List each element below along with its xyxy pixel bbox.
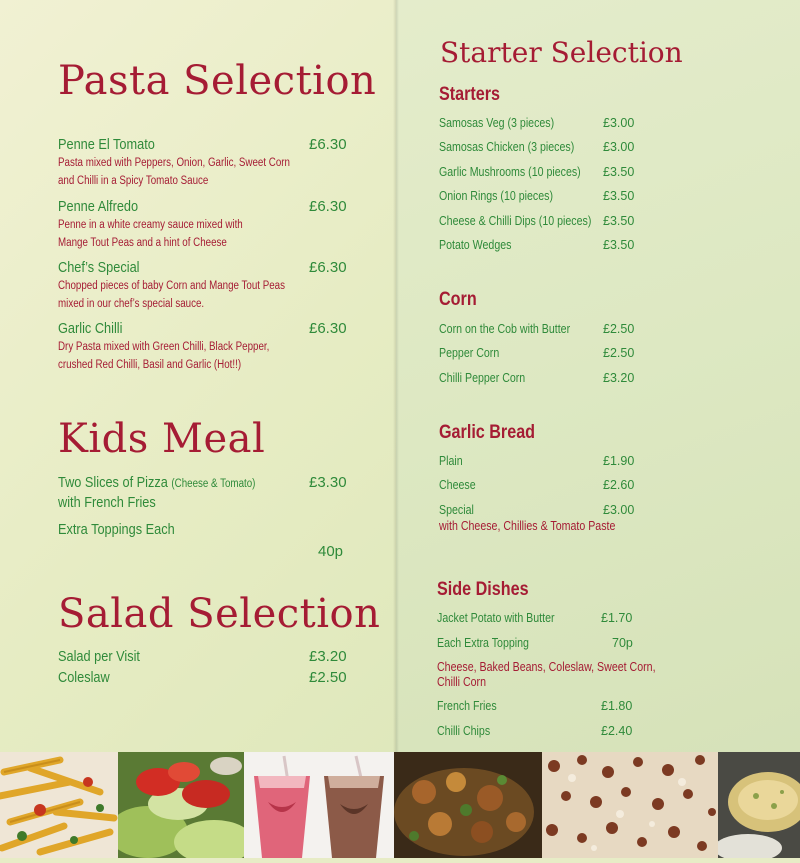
starter-item-name: Samosas Veg (3 pieces)	[439, 116, 555, 130]
starter-item-price: £3.50	[603, 189, 635, 203]
starter-item-name: Garlic Mushrooms (10 pieces)	[439, 165, 581, 179]
kids-item-name	[58, 474, 255, 491]
page-fold	[393, 0, 399, 752]
garlic-bread-item-price: £1.90	[603, 454, 635, 468]
starter-item-name: Cheese & Chilli Dips (10 pieces)	[439, 214, 592, 228]
toppings-list: Cheese, Baked Beans, Coleslaw, Sweet Corn,	[437, 660, 656, 674]
extra-toppings-price: 40p	[318, 543, 344, 560]
salad-photo	[118, 752, 244, 858]
starter-item-price: £3.00	[603, 140, 635, 154]
garlic-bread-item-name: Special	[439, 503, 474, 517]
garlic-bread-item-price: £2.60	[603, 478, 635, 492]
pizza-photo	[542, 752, 718, 858]
side-item-name: Chilli Chips	[437, 724, 491, 738]
corn-item-price: £3.20	[603, 371, 635, 385]
pasta-item-price: £6.30	[309, 198, 347, 215]
side-item-price: £2.40	[601, 724, 633, 738]
kids-meal-title: Kids Meal	[58, 416, 266, 462]
pasta-item-name: Penne Alfredo	[58, 198, 139, 215]
side-item-price: 70p	[612, 636, 633, 650]
extra-toppings-label: Extra Toppings Each	[58, 521, 175, 538]
starter-item-name: Potato Wedges	[439, 238, 512, 252]
garlic-bread-heading: Garlic Bread	[439, 422, 536, 443]
pasta-item-desc: crushed Red Chilli, Basil and Garlic (Hot!!)	[58, 359, 242, 371]
pasta-item-price: £6.30	[309, 136, 347, 153]
salad-item-price: £3.20	[309, 648, 347, 665]
garlic-bread-item-name: Plain	[439, 454, 463, 468]
salad-item-name: Coleslaw	[58, 669, 110, 686]
corn-item-price: £2.50	[603, 322, 635, 336]
pasta-item-desc: Chopped pieces of baby Corn and Mange Tout Peas	[58, 280, 285, 292]
garlic-bread-photo	[718, 752, 800, 858]
starter-item-price: £3.50	[603, 165, 635, 179]
corn-item-name: Pepper Corn	[439, 346, 500, 360]
corn-item-name: Chilli Pepper Corn	[439, 371, 526, 385]
starter-item-price: £3.50	[603, 214, 635, 228]
side-item-name: French Fries	[437, 699, 497, 713]
toppings-list: Chilli Corn	[437, 675, 487, 689]
side-item-price: £1.70	[601, 611, 633, 625]
pasta-item-desc: Penne in a white creamy sauce mixed with	[58, 219, 243, 231]
kids-item-price: £3.30	[309, 474, 347, 491]
salad-item-name: Salad per Visit	[58, 648, 140, 665]
corn-item-name: Corn on the Cob with Butter	[439, 322, 571, 336]
kids-item-line1: Two Slices of Pizza	[58, 474, 168, 491]
kids-item-line2: with French Fries	[58, 494, 156, 511]
starter-item-name: Samosas Chicken (3 pieces)	[439, 140, 575, 154]
side-item-name: Each Extra Topping	[437, 636, 529, 650]
side-item-price: £1.80	[601, 699, 633, 713]
pasta-item-desc: Pasta mixed with Peppers, Onion, Garlic, Sweet Corn	[58, 157, 290, 169]
corn-heading: Corn	[439, 289, 477, 310]
salad-selection-title: Salad Selection	[58, 591, 381, 637]
corn-item-price: £2.50	[603, 346, 635, 360]
pasta-item-desc: Dry Pasta mixed with Green Chilli, Black Pepper,	[58, 341, 270, 353]
pasta-item-name: Chef’s Special	[58, 259, 140, 276]
side-item-name: Jacket Potato with Butter	[437, 611, 555, 625]
pasta-item-price: £6.30	[309, 320, 347, 337]
kids-item-note: (Cheese & Tomato)	[171, 478, 256, 490]
left-page	[0, 0, 396, 752]
curry-photo	[394, 752, 542, 858]
pasta-photo	[0, 752, 118, 858]
pasta-item-desc: and Chilli in a Spicy Tomato Sauce	[58, 175, 209, 187]
pasta-selection-title: Pasta Selection	[58, 58, 377, 104]
starter-item-name: Onion Rings (10 pieces)	[439, 189, 553, 203]
salad-item-price: £2.50	[309, 669, 347, 686]
food-photo-strip	[0, 752, 800, 858]
side-dishes-heading: Side Dishes	[437, 579, 529, 600]
pasta-item-name: Garlic Chilli	[58, 320, 123, 337]
pasta-item-price: £6.30	[309, 259, 347, 276]
pasta-item-desc: mixed in our chef’s special sauce.	[58, 298, 205, 310]
pasta-item-name: Penne El Tomato	[58, 136, 155, 153]
starter-selection-title: Starter Selection	[440, 36, 683, 69]
pasta-item-desc: Mange Tout Peas and a hint of Cheese	[58, 237, 227, 249]
starter-item-price: £3.50	[603, 238, 635, 252]
milkshake-photo	[244, 752, 394, 858]
starter-item-price: £3.00	[603, 116, 635, 130]
garlic-bread-item-name: Cheese	[439, 478, 476, 492]
garlic-bread-item-price: £3.00	[603, 503, 635, 517]
starters-heading: Starters	[439, 84, 501, 105]
garlic-special-desc: with Cheese, Chillies & Tomato Paste	[439, 519, 616, 533]
